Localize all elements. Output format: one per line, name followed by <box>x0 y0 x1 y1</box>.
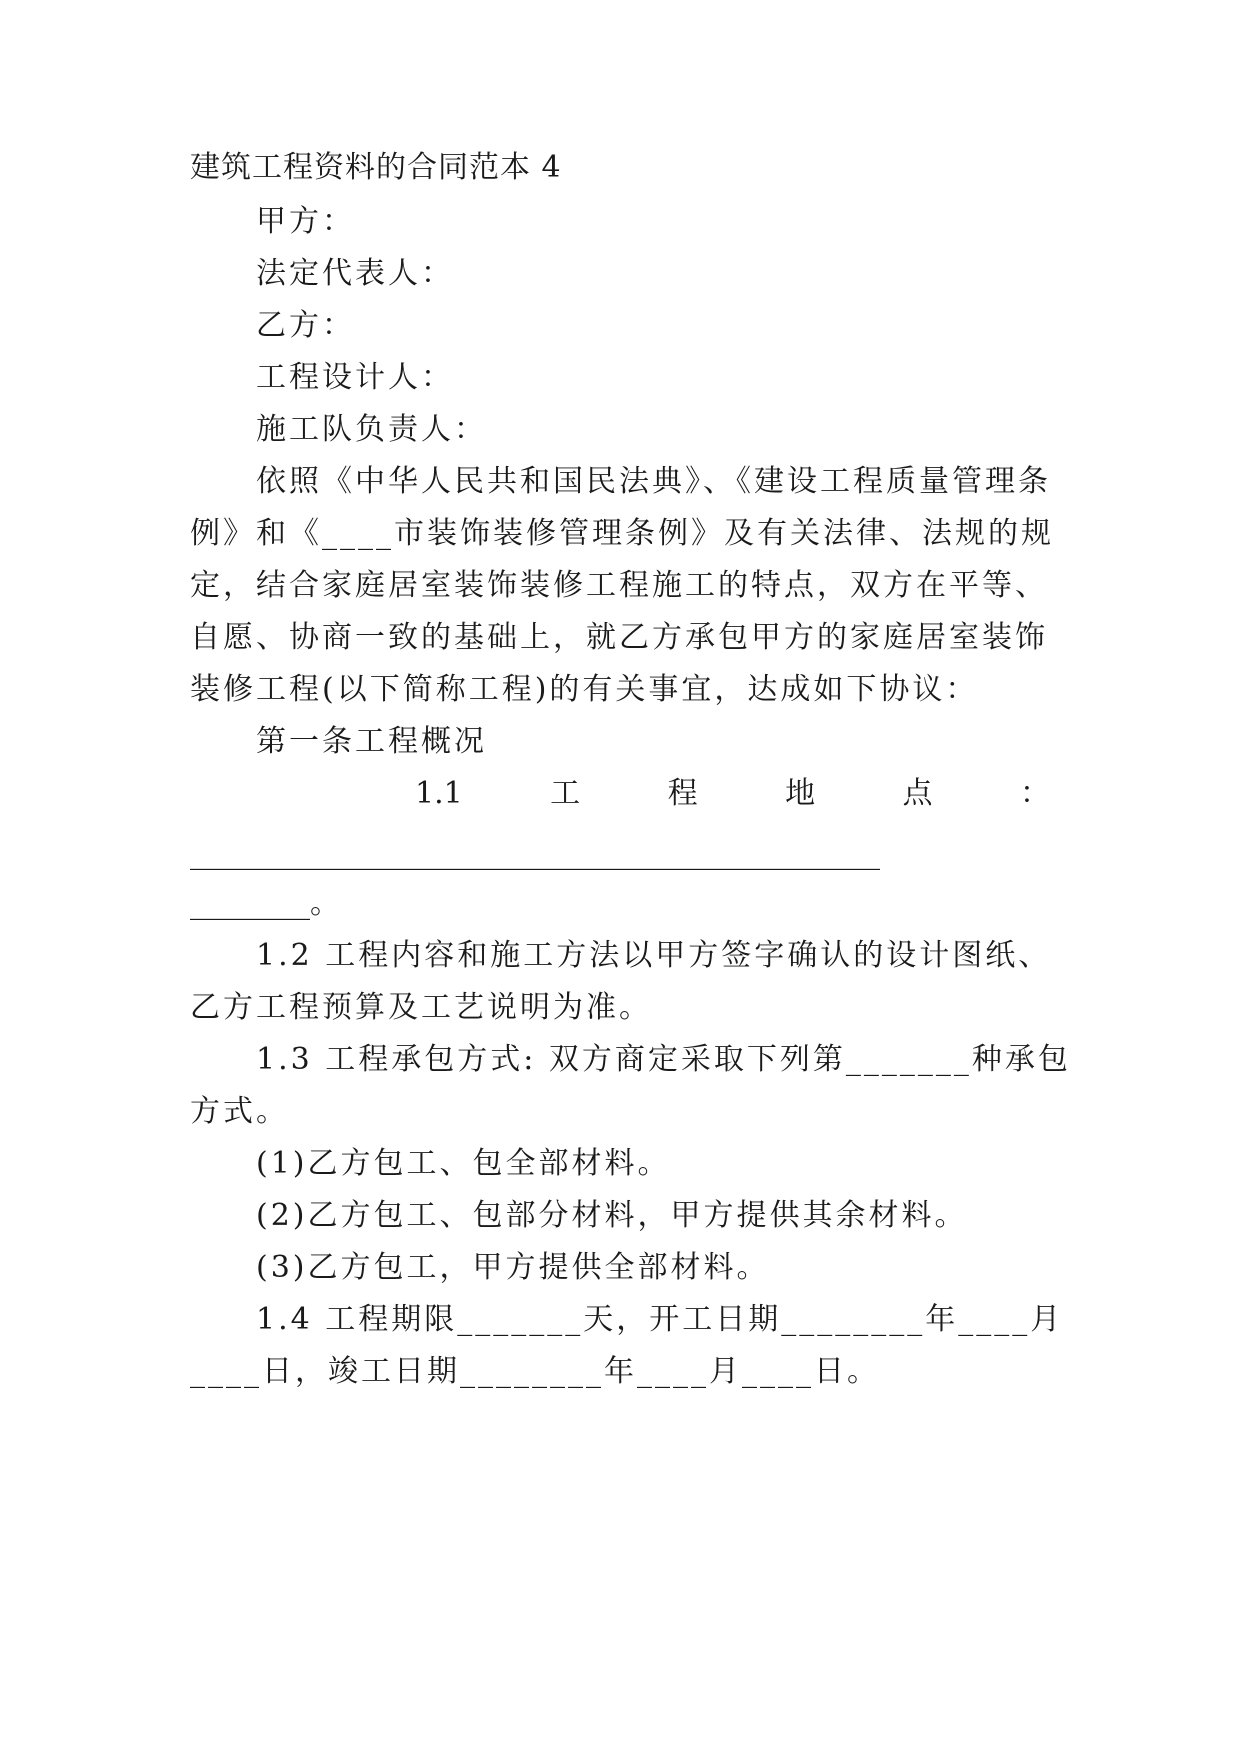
article-1-heading: 第一条工程概况 <box>256 724 487 759</box>
party-a-label: 甲方： <box>256 204 355 239</box>
paragraph-line: 方式。 <box>190 1094 289 1129</box>
spread-char: 程 <box>667 776 698 811</box>
paragraph-line: 例》和《____市装饰装修管理条例》及有关法律、法规的规 <box>190 516 1054 551</box>
option-1: (1)乙方包工、包全部材料。 <box>256 1146 671 1181</box>
paragraph-line: 自愿、协商一致的基础上，就乙方承包甲方的家庭居室装饰 <box>190 620 1048 655</box>
paragraph-line: 定，结合家庭居室装饰装修工程施工的特点，双方在平等、 <box>190 568 1048 603</box>
spread-char: 点 <box>902 776 933 811</box>
paragraph-line: 1.2 工程内容和施工方法以甲方签字确认的设计图纸、 <box>256 938 1052 973</box>
paragraph-line: 装修工程(以下简称工程)的有关事宜，达成如下协议： <box>190 672 979 707</box>
team-leader-label: 施工队负责人： <box>256 412 487 447</box>
address-blank-line: ______________________________________________ <box>190 836 880 871</box>
paragraph-line: 乙方工程预算及工艺说明为准。 <box>190 990 652 1025</box>
spread-char: 工 <box>550 776 581 811</box>
item-number: 1.1 <box>415 776 463 811</box>
designer-label: 工程设计人： <box>256 360 454 395</box>
legal-representative-label: 法定代表人： <box>256 256 454 291</box>
spread-char: 地 <box>785 776 816 811</box>
document-title: 建筑工程资料的合同范本 4 <box>190 150 562 185</box>
address-blank-end: ________。 <box>190 886 340 921</box>
spread-char: ： <box>1019 776 1050 811</box>
paragraph-line: 1.3 工程承包方式: 双方商定采取下列第_______种承包 <box>256 1042 1071 1077</box>
option-2: (2)乙方包工、包部分材料，甲方提供其余材料。 <box>256 1198 968 1233</box>
paragraph-line: ____日，竣工日期________年____月____日。 <box>190 1354 880 1389</box>
party-b-label: 乙方： <box>256 308 355 343</box>
paragraph-line: 1.4 工程期限_______天，开工日期________年____月 <box>256 1302 1064 1337</box>
item-1-1-heading <box>190 774 1050 814</box>
option-3: (3)乙方包工，甲方提供全部材料。 <box>256 1250 770 1285</box>
paragraph-line: 依照《中华人民共和国民法典》、《建设工程质量管理条 <box>256 464 1051 499</box>
